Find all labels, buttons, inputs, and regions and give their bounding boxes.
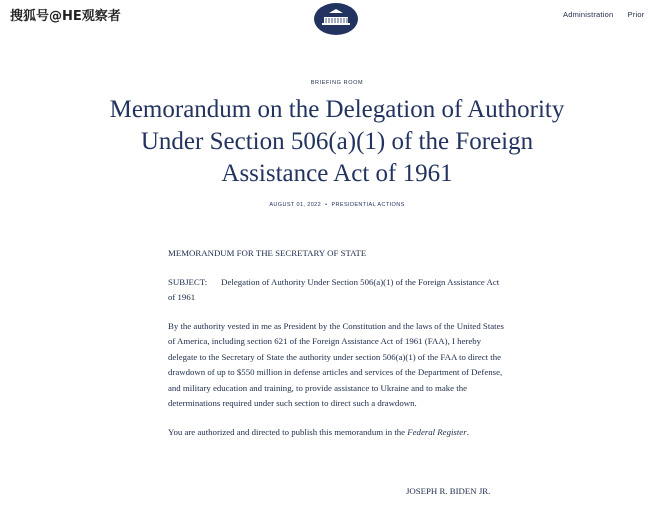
memo-paragraph — [168, 425, 508, 441]
subject-label: SUBJECT: — [168, 276, 208, 287]
white-house-logo[interactable] — [313, 2, 359, 36]
post-category-link[interactable]: PRESIDENTIAL ACTIONS — [331, 202, 405, 208]
page-title: Memorandum on the Delegation of Authority Under Section 506(a)(1) of the Foreign Assistance Act of 1961 — [109, 96, 565, 187]
memo-paragraph: By the authority vested in me as President by the Constitution and the laws of the United States of America, including section 621 of the Foreign Assistance Act of 1961 (FAA), I hereby delegate to the Secretary of State the authority under section 506(a)(1) of the FAA to direct the drawdown of up to $550 million in defense articles and services of the Department of Defense, and military education and training, to provide assistance to Ukraine and to make the determinations required under such section to direct such a drawdown. — [168, 320, 504, 408]
top-nav — [563, 10, 650, 19]
publish-text: You are authorized and directed to publish this memorandum in the — [168, 426, 406, 437]
memo-header: MEMORANDUM FOR THE SECRETARY OF STATE — [168, 248, 367, 258]
post-date: AUGUST 01, 2022 — [269, 202, 322, 208]
watermark: 搜狐号@HE观察者 — [10, 9, 121, 24]
memo-subject — [168, 275, 508, 306]
nav-administration-link[interactable]: Administration — [563, 10, 614, 19]
memo-body — [168, 246, 508, 453]
meta-separator: • — [325, 202, 328, 208]
publish-text-end: . — [466, 426, 469, 437]
subject-text: Delegation of Authority Under Section 506(a)(1) of the Foreign Assistance Act of 1961 — [168, 276, 500, 302]
section-eyebrow[interactable]: BRIEFING ROOM — [310, 80, 364, 86]
federal-register-text: Federal Register — [407, 426, 467, 437]
signature: JOSEPH R. BIDEN JR. — [406, 486, 491, 496]
post-meta — [0, 202, 650, 208]
nav-priorities-link[interactable]: Prior — [627, 10, 645, 19]
